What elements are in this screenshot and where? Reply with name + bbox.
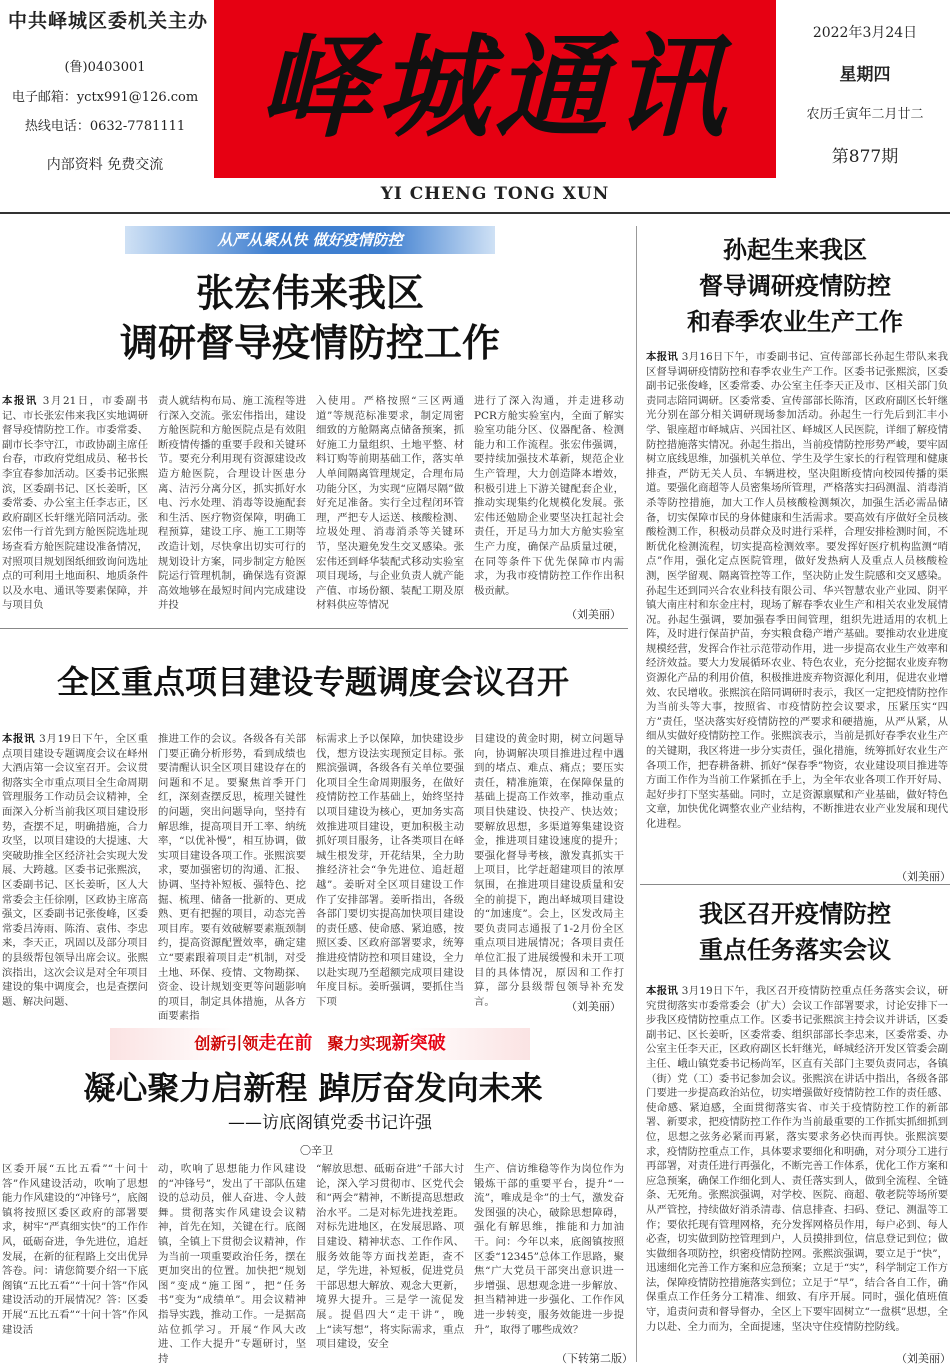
epidemic-banner [125,226,495,254]
banner-text: 从严从紧从快 做好疫情防控 [217,231,403,249]
art4-author: （刘美丽） [896,870,951,883]
art5-headline [640,896,950,968]
art2-headline: 全区重点项目建设专题调度会议召开 [56,663,569,701]
hotline-text: 热线电话：0632-7781111 [24,119,186,134]
banner2-part-b: 走在前 [258,1033,313,1054]
art2-col2: 推进工作的会议。各级各有关部门要正确分析形势，看到成绩也要清醒认识全区项目建设存在的问题和不足。要聚焦首季开门红，深刻查摆反思，梳理关键性的问题，突出问题导向，坚持有解思维，提高项目开工率、纳统率，“以优补慢”，相互协调，做实项目建设各项工作。张熙滨要求，要加强密切的沟通、汇报、协调、坚持补短板、强特色、挖掘、梳理、储备一批新的、更成熟、更有把握的项目，动态完善项目库。要有效破解要素瓶颈制约，提高资源配置效率，确定建立“要素跟着项目走”机制，对受土地、环保、疫情、文物勘探、资金、设计规划变更等问题影响的项目，制定具体措施，从各方面要素指 [158,733,306,1023]
masthead-red-block [214,0,776,178]
art5-title-line2: 重点任务落实会议 [699,935,891,964]
art3-col3: “解放思想、砥砺奋进”千部大讨论，深入学习贯彻市、区党代会和“两会”精神，不断提高思想政治水平。二是对标先进找差距。对标先进地区，在发展思路、项目建设、精神状态、工作作风、服务效能等方面找差距，查不足，学先进，补短板，促进党员干部思想大解放、观念大更新，境界大提升。三是学一流促发展。提倡四大“走干讲”，晚上“读写想”，将实际需求，重点项目建设，安全 [316,1163,464,1351]
art3-col2: 动，吹响了思想能力作风建设的“冲锋号”，发出了干部队伍建设的总动员，催人奋进、令人鼓舞。贯彻落实作风建设会议精神，首先在知，关键在行。底阁镇，全镇上下贯彻会议精神，作为当前一项重要政治任务，摆在更加突出的位置。加快把“规划图”变成“施工图”，把“任务书”变为“成绩单”。用会议精神指导实践，推动工作。一是据高站位抓学习。开展“作风大改进、工作大提升”专题研讨，坚持 [158,1163,306,1365]
art5-author: （刘美丽） [896,1352,951,1365]
art4-headline [640,232,950,340]
masthead-left [0,0,210,190]
art1-title-line2: 调研督导疫情防控工作 [119,321,500,365]
masthead-title: 峄城通讯 [259,22,731,153]
art3-headline: 凝心聚力启新程 踔厉奋发向未来 [83,1069,543,1107]
art5-title-line1: 我区召开疫情防控 [699,899,891,928]
art5-body-text: 3月19日下午，我区召开疫情防控重点任务落实会议，研究贯彻落实市委常委会（扩大）会议工作部署要求，讨论安排下一步我区疫情防控重点工作。区委书记张熙滨主持会议并讲话，区委副书记、区长姜昕，区委常委、组织部部长李忠来，区委常委、办公室主任李天正，区政府副区长轩继光，峄城经济开发区管委会副主任、峨山镇党委书记杨尚军，区直有关部门主要负责同志，各镇（街）党（工）委书记参加会议。张熙滨在讲话中指出，各级各部门要进一步提高政治站位，切实增强做好疫情防控工作的责任感、使命感、紧迫感，全面贯彻落实省、市关于疫情防控工作的新部署、新要求，把疫情防控工作作为当前最重要的工作抓实抓细抓到位，思想之弦务必紧而再紧，落实要求务必快而再快。张熙滨要求，疫情防控重点工作，具体要求要细化和明确，对分项分工进行再部署，对责任进行再强化，不断完善工作体系，优化工作方案和应急预案，确保工作细化到人、责任落实到人，做到全流程、全链条、无死角。张熙滨强调，对学校、医院、商超、敬老院等场所要从严管控，持续做好消杀清毒、信息排查、扫码、登记、测温等工作；要依托现有管理网格，充分发挥网格员作用，每户必到、每人必查，切实做到防控管理到户，人员摸排到位，信息登记到位；做实做细各项防控，织密疫情防控网。张熙滨强调，要立足于“快”，迅速细化完善工作方案和应急预案；立足于“实”，科学制定工作方法，保障疫情防控措施落实到位；立足于“早”，结合各自工作，确保重点工作任务分工精准、细致、有序开展。同时，强化值班值守，追责问责和督导督办，全区上下要牢固树立“一盘棋”思想，全力以赴、全力而为，全面提速，坚决守住疫情防控防线。 [646,985,948,1333]
art4-rule [640,884,950,885]
art4-body-text: 3月16日下午，市委副书记、宣传部部长孙起生带队来我区督导调研疫情防控和春季农业生产工作。区委书记张熙滨，区委副书记张俊峰，区委常委、办公室主任李天正及市、区相关部门负责同志陪同调研。区委常委、宣传部部长陈淯，区政府副区长轩继光分别在部分相关调研现场参加活动。孙起生一行先后到汇丰小学、银座超市峄城店、兴国社区、峄城区人民医院，详细了解疫情防控措施落实情况。孙起生指出，当前疫情防控形势严峻，要牢固树立底线思维，加强机关单位、学生及学生家长的行程管理和健康排查，严防无关人员、车辆进校，坚决阻断疫情向校园传播的渠道。要强化商超等人员密集场所管理，严格落实扫码测温、消毒消杀等防控措施，加大工作人员核酸检测频次，加强生活必需品储备，切实保障市民的身体健康和生活需求。要高效有序做好全员核酸检测工作，积极动员群众及时进行采样，合理安排检测时间，不断优化检测流程，切实提高检测效率。要发挥好医疗机构监测“哨点”作用，强化定点医院管理，做好发热病人及重点人员核酸检测，医学留观、隔离管控等工作，坚决防止发生院感和交叉感染。孙起生还到同兴合农业科技有限公司、华兴智慧农业产业园、阴平镇大南庄村和东金庄村，现场了解春季农业生产和相关农业发展情况。孙起生强调，要加强春季田间管理，组织先进适用的农机上阵，及时进行保苗护苗，夯实粮食稳产增产基础。要推动农业进度规模经营，发挥合作社示范带动作用，进一步提高农业生产效率和经济效益。要大力发展循环农业、特色农业，充分挖掘农业废弃物资源化产品的利用价值，积极推进废弃物资源化利用，促进农业增效、农民增收。张熙滨在陪同调研时表示，我区一定把疫情防控作为当前头等大事，按照省、市疫情防控会议要求，压紧压实“四方”责任，坚决落实好疫情防控的严要求和硬措施，从严从紧，从细从实做好疫情防控工作。张熙滨表示，当前是抓好春季农业生产的关键期，我区将进一步分实责任，强化措施，统筹抓好农业生产各项工作，把春耕备耕、抓好“保春季”物资，农业建设项目推进等方面工作作为当前工作紧抓在手上，为全年农业各项工作开好局、起好步打下坚实基础。同时，立足资源禀赋和产业基础，做好特色文章，加快优化调整农业产业结构，不断推进农业产业发展和现代化进程。 [646,351,948,830]
masthead-pinyin: YI CHENG TONG XUN [380,184,610,204]
art4-body [646,350,948,862]
art3-subtitle: ——访底阁镇党委书记许强 [228,1113,432,1133]
art3-byline: 〇辛卫 [300,1144,333,1157]
art1-lead: 本报讯 [2,395,38,407]
masthead-rule [0,212,950,214]
art2-col4: 目建设的黄金时期，树立问题导向，协调解决项目推进过程中遇到的堵点、难点、痛点；要压实责任，精准施策，在保障保量的基础上提高工作效率，推动重点项目快建设、快投产、快达效；要解放思想，多渠道筹集建设资金，推进项目建设速度的提升；要强化督导考核，激发真抓实干上项目，比学赶超建项目的浓厚氛围，在推进项目建设质量和安全的前提下，跑出峄城项目建设的“加速度”。会上，区发改局主要负责同志通报了1-2月份全区重点项目进展情况；各项目责任单位汇报了进展缓慢和未开工项目的具体情况，原因和工作打算，部分县级帮包领导补充发言。 [474,733,624,1008]
issue-number: 第877期 [831,147,899,167]
banner2-part-d: 新突破 [391,1033,446,1054]
art2-col1-text: 3月19日下午，全区重点项目建设专题调度会议在峄州大酒店第一会议室召开。会议贯彻落实全市重点项目全生命周期管理服务工作动员会议精神，全面深入分析当前我区项目建设形势，查摆不足，明确措施，合力攻坚，以项目建设的大提速、大突破助推全区经济社会实现大发展、大跨越。区委书记张熙滨，区委副书记、区长姜昕，区人大常委会主任徐刚，区政协主席高强文，区委副书记张俊峰，区委常委吕涛雨、陈淯、袁伟、李忠来，李天正，巩固以及部分项目的县级帮包领导出席会议。张熙滨指出，这次会议是对全年项目建设的集中调度会，也是查摆问题、解决问题、 [2,733,148,1008]
art1-author: （刘美丽） [566,608,621,621]
art1-headline [10,268,610,368]
reg-number: (鲁)0403001 [64,60,146,75]
weekday: 星期四 [839,65,891,85]
art2-author: （刘美丽） [566,1000,621,1013]
art3-col4: 生产、信访维稳等作为岗位作为锻炼干部的重要平台，提升“一流”，唯成是伞”的士气，激发奋发图强的决心，破除思想障碍，强化有解思维，推能和力加油干。问：今年以来，底阁镇按照区委“12345”总体工作思路，聚焦“广大党员干部突出意识进一步增强、思想观念进一步解放、担当精神进一步强化、工作作风进一步转变，服务效能进一步提升”，取得了哪些成效？ [474,1163,624,1336]
art1-col3: 入使用。严格按照“三区两通道”等规范标准要求，制定周密细致的方舱隔离点储备预案，抓好施工力量组织、土地平整、材料订购等前期基础工作，落实单人单间隔离管理规定，合理布局功能分区，为实现“应隔尽隔”做好充足准备。实行全过程闭环管理，严把专人运送、核酸检测、垃圾处理、消毒消杀等关键环节，坚决避免发生交叉感染。张宏伟还到峄华装配式移动实验室项目现场，与企业负责人就产能产值、市场份额、装配工期及原材料供应等情况 [316,395,464,612]
banner2-part-c: 聚力实现 [327,1034,392,1053]
masthead-right [780,0,950,190]
art1-col1-text: 3月21日，市委副书记、市长张宏伟来我区实地调研督导疫情防控工作。市委常委、副市长李守江，市政协副主席任台春，市政府党组成员、秘书长李宜春参加活动。区委书记张熙滨，区委副书记、区长姜昕，区委常委、办公室主任李志正，区政府副区长轩继光陪同活动。张宏伟一行首先到方舱医院选址现场查看方舱医院建设准备情况，对照项目规划图纸细致询问选址点的可利用土地面积、地质条件以及水电、通讯等要素保障，并与项目负 [2,395,148,612]
art1-rule [0,628,628,629]
art1-title-line1: 张宏伟来我区 [195,271,424,315]
internal-text: 内部资料 免费交流 [46,157,164,173]
art4-title-line3: 和春季农业生产工作 [687,307,903,336]
banner2-part-a: 创新引领 [194,1034,259,1053]
sponsor-text: 中共峄城区委机关主办 [8,10,209,32]
art1-col2: 责人就结构布局、施工流程等进行深入交流。张宏伟指出，建设方舱医院和方舱医院点是有效阻断疫情传播的重要手段和关键环节。要充分利用现有资源建设改造方舱医院，合理设计医患分离、洁污分离分区，抓实抓好水电、污水处理、消毒等设施配套和生活、医疗物资保障，明确工程预算，建设工序、施工工期等改造计划，尽快拿出切实可行的规划设计方案，同步制定方舱医院运行管理机制，确保选有资源高效地够在最短时间内完成建设并投 [158,395,306,612]
art3-col1: 区委开展“五比五看”“十问十答”作风建设活动，吹响了思想能力作风建设的“冲锋号”，底阁镇将按照区委区政府的部署要求，树牢“严真细实快”的工作作风，砥砺奋进，争先进位，追赶发展，在新的征程路上交出优异答卷。问：请您简要介绍一下底阁镇“五比五看”“十问十答”作风建设活动的开展情况？答：区委开展“五比五看”“十问十答”作风建设活 [2,1163,148,1336]
art3-continued: （下转第二版） [556,1352,633,1365]
issue-date: 2022年3月24日 [812,25,918,41]
art1-col1 [2,394,148,622]
innovation-banner [110,1028,530,1060]
email-text: 电子邮箱：yctx991@126.com [11,90,199,105]
art5-body [646,984,948,1346]
art5-lead: 本报讯 [646,985,679,997]
art4-title-line1: 孙起生来我区 [723,235,867,264]
art4-lead: 本报讯 [646,351,679,363]
art2-col3: 标需求上予以保障，加快建设步伐，想方设法实现预定目标。张熙滨强调，各级各有关单位要强化项目全生命周期服务，在做好疫情防控工作基础上，始终坚持以项目建设为核心，更加务实高效推进项目建设，更加积极主动抓好项目服务，让各类项目在峄城生根发芽，开花结果，全力助推经济社会“争先进位、追赶超越”。姜昕对全区项目建设工作作了安排部署。姜昕指出，各级各部门要切实提高加快项目建设的责任感、使命感、紧迫感，按照区委、区政府部署要求，统筹推进疫情防控和项目建设，全力以赴实现乃至超额完成项目建设年度目标。姜昕强调，要抓住当下项 [316,733,464,1008]
art2-col1 [2,732,148,1010]
art2-lead: 本报讯 [2,733,36,745]
column-divider [636,226,637,1362]
art4-title-line2: 督导调研疫情防控 [699,271,891,300]
lunar-date: 农历壬寅年二月廿二 [806,107,924,122]
art1-col4: 进行了深入沟通，并走进移动PCR方舱实验室内，全面了解实验室功能分区、仪器配备、检测能力和工作流程。张宏伟强调，要持续加强技术革新，规范企业生产管理，大力创造降本增效，积极引进上下游关键配套企业，推动实现集约化规模化发展。张宏伟还勉励企业要坚决扛起社会责任，开足马力加大方舱实验室生产力度，确保产品质量过硬，在同等条件下优先保障市内需求，为我市疫情防控工作作出积极贡献。 [474,395,624,597]
